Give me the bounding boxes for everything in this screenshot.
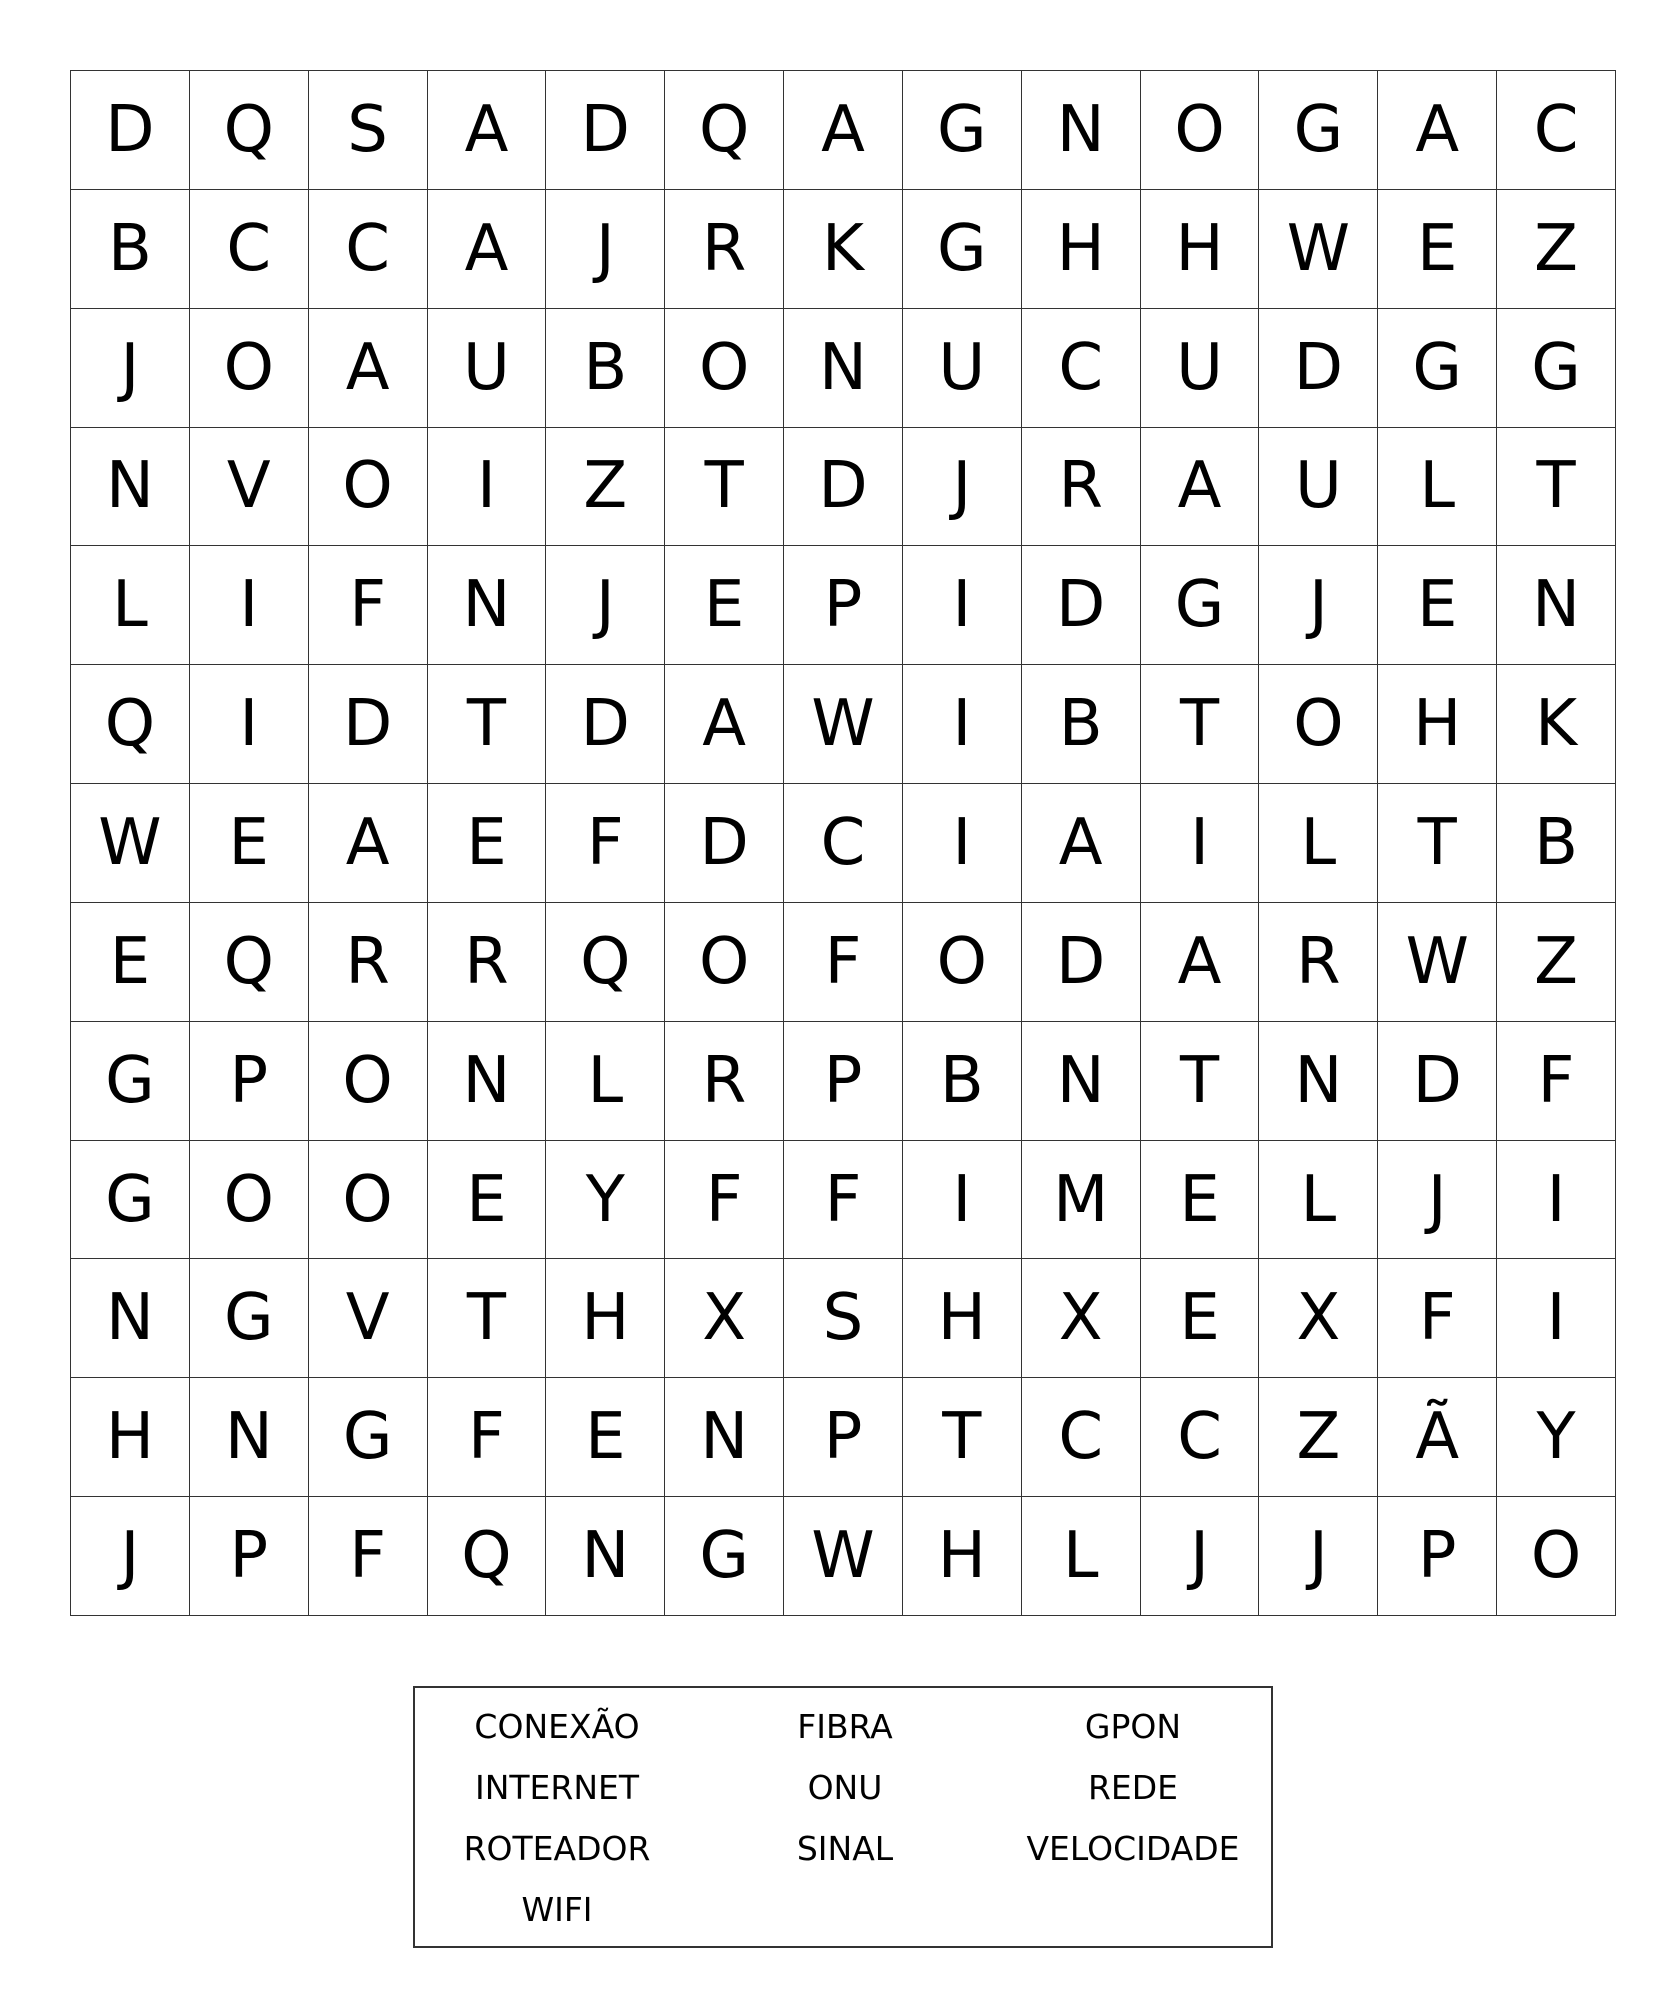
grid-cell[interactable]: I: [903, 546, 1022, 665]
grid-cell[interactable]: G: [71, 1022, 190, 1141]
grid-cell[interactable]: G: [903, 190, 1022, 309]
grid-cell[interactable]: T: [1141, 1022, 1260, 1141]
grid-cell[interactable]: F: [1497, 1022, 1616, 1141]
grid-cell[interactable]: K: [784, 190, 903, 309]
grid-cell[interactable]: J: [1259, 1497, 1378, 1616]
grid-cell[interactable]: F: [665, 1141, 784, 1260]
grid-cell[interactable]: R: [309, 903, 428, 1022]
grid-cell[interactable]: B: [1497, 784, 1616, 903]
grid-cell[interactable]: D: [546, 71, 665, 190]
grid-cell[interactable]: R: [428, 903, 547, 1022]
grid-cell[interactable]: J: [71, 1497, 190, 1616]
grid-cell[interactable]: M: [1022, 1141, 1141, 1260]
grid-cell[interactable]: I: [903, 665, 1022, 784]
grid-cell[interactable]: N: [784, 309, 903, 428]
grid-cell[interactable]: A: [428, 190, 547, 309]
grid-cell[interactable]: F: [546, 784, 665, 903]
word-list-item: ONU: [807, 1768, 883, 1807]
word-list-item: ROTEADOR: [463, 1829, 651, 1868]
grid-cell[interactable]: H: [1022, 190, 1141, 309]
grid-cell[interactable]: E: [428, 1141, 547, 1260]
grid-cell[interactable]: N: [1259, 1022, 1378, 1141]
grid-cell[interactable]: L: [1378, 428, 1497, 547]
grid-cell[interactable]: U: [1259, 428, 1378, 547]
grid-cell[interactable]: D: [1022, 903, 1141, 1022]
grid-cell[interactable]: F: [428, 1378, 547, 1497]
grid-cell[interactable]: Z: [1497, 903, 1616, 1022]
grid-cell[interactable]: N: [71, 1259, 190, 1378]
grid-cell[interactable]: N: [546, 1497, 665, 1616]
grid-cell[interactable]: T: [665, 428, 784, 547]
word-list-item: INTERNET: [474, 1768, 640, 1807]
grid-cell[interactable]: P: [784, 1378, 903, 1497]
grid-cell[interactable]: D: [71, 71, 190, 190]
grid-cell[interactable]: D: [665, 784, 784, 903]
grid-cell[interactable]: I: [1141, 784, 1260, 903]
grid-cell[interactable]: I: [903, 1141, 1022, 1260]
grid-cell[interactable]: L: [71, 546, 190, 665]
word-list-item: SINAL: [796, 1829, 894, 1868]
grid-cell[interactable]: Q: [546, 903, 665, 1022]
grid-cell[interactable]: E: [1141, 1141, 1260, 1260]
grid-cell[interactable]: A: [1022, 784, 1141, 903]
word-list-item: GPON: [1084, 1707, 1182, 1746]
grid-cell[interactable]: G: [1141, 546, 1260, 665]
grid-cell[interactable]: P: [784, 546, 903, 665]
grid-cell[interactable]: O: [190, 1141, 309, 1260]
grid-cell[interactable]: T: [1378, 784, 1497, 903]
grid-cell[interactable]: G: [190, 1259, 309, 1378]
grid-cell[interactable]: D: [309, 665, 428, 784]
word-list-item: REDE: [1087, 1768, 1179, 1807]
grid-cell[interactable]: Q: [71, 665, 190, 784]
grid-cell[interactable]: C: [190, 190, 309, 309]
grid-cell[interactable]: O: [309, 428, 428, 547]
letter-grid: [70, 70, 1616, 1616]
grid-cell[interactable]: T: [1141, 665, 1260, 784]
grid-cell[interactable]: N: [428, 546, 547, 665]
grid-cell[interactable]: L: [1259, 784, 1378, 903]
grid-cell[interactable]: G: [1378, 309, 1497, 428]
grid-cell[interactable]: N: [1497, 546, 1616, 665]
grid-cell[interactable]: F: [784, 903, 903, 1022]
grid-cell[interactable]: E: [665, 546, 784, 665]
grid-cell[interactable]: C: [1022, 309, 1141, 428]
grid-cell[interactable]: J: [546, 546, 665, 665]
grid-cell[interactable]: N: [428, 1022, 547, 1141]
grid-cell[interactable]: V: [190, 428, 309, 547]
grid-cell[interactable]: X: [1259, 1259, 1378, 1378]
grid-cell[interactable]: R: [1022, 428, 1141, 547]
grid-cell[interactable]: A: [309, 784, 428, 903]
grid-cell[interactable]: B: [71, 190, 190, 309]
grid-cell[interactable]: D: [784, 428, 903, 547]
grid-cell[interactable]: J: [1141, 1497, 1260, 1616]
grid-cell[interactable]: O: [903, 903, 1022, 1022]
grid-cell[interactable]: E: [428, 784, 547, 903]
grid-cell[interactable]: O: [1141, 71, 1260, 190]
grid-cell[interactable]: K: [1497, 665, 1616, 784]
grid-cell[interactable]: G: [903, 71, 1022, 190]
grid-cell[interactable]: A: [309, 309, 428, 428]
grid-cell[interactable]: W: [1378, 903, 1497, 1022]
grid-cell[interactable]: J: [1378, 1141, 1497, 1260]
grid-cell[interactable]: Z: [546, 428, 665, 547]
grid-cell[interactable]: I: [1497, 1259, 1616, 1378]
grid-cell[interactable]: N: [71, 428, 190, 547]
grid-cell[interactable]: L: [546, 1022, 665, 1141]
grid-cell[interactable]: I: [190, 665, 309, 784]
grid-cell[interactable]: T: [428, 1259, 547, 1378]
grid-cell[interactable]: F: [309, 1497, 428, 1616]
grid-cell[interactable]: H: [546, 1259, 665, 1378]
grid-cell[interactable]: F: [1378, 1259, 1497, 1378]
grid-cell[interactable]: U: [903, 309, 1022, 428]
grid-cell[interactable]: J: [903, 428, 1022, 547]
grid-cell[interactable]: I: [428, 428, 547, 547]
grid-cell[interactable]: U: [1141, 309, 1260, 428]
word-list: [415, 1688, 1271, 1946]
grid-cell[interactable]: D: [1378, 1022, 1497, 1141]
word-list-item: VELOCIDADE: [1026, 1829, 1240, 1868]
grid-cell[interactable]: L: [1022, 1497, 1141, 1616]
grid-cell[interactable]: W: [784, 1497, 903, 1616]
grid-cell[interactable]: H: [1378, 665, 1497, 784]
grid-cell[interactable]: O: [1259, 665, 1378, 784]
grid-cell[interactable]: A: [665, 665, 784, 784]
grid-cell[interactable]: O: [309, 1141, 428, 1260]
grid-cell[interactable]: E: [1378, 190, 1497, 309]
grid-cell[interactable]: Q: [428, 1497, 547, 1616]
grid-cell[interactable]: V: [309, 1259, 428, 1378]
grid-cell[interactable]: Y: [546, 1141, 665, 1260]
grid-cell[interactable]: N: [190, 1378, 309, 1497]
grid-cell[interactable]: S: [309, 71, 428, 190]
grid-cell[interactable]: A: [1378, 71, 1497, 190]
grid-cell[interactable]: E: [71, 903, 190, 1022]
grid-cell[interactable]: X: [665, 1259, 784, 1378]
word-list-box: [413, 1686, 1273, 1948]
grid-cell[interactable]: E: [546, 1378, 665, 1497]
grid-cell[interactable]: R: [665, 190, 784, 309]
grid-cell[interactable]: B: [546, 309, 665, 428]
grid-cell[interactable]: G: [1497, 309, 1616, 428]
word-list-item: WIFI: [521, 1890, 593, 1929]
grid-cell[interactable]: G: [309, 1378, 428, 1497]
grid-cell[interactable]: P: [784, 1022, 903, 1141]
grid-cell[interactable]: P: [190, 1497, 309, 1616]
grid-cell[interactable]: N: [665, 1378, 784, 1497]
grid-cell[interactable]: C: [1141, 1378, 1260, 1497]
grid-cell[interactable]: D: [546, 665, 665, 784]
grid-cell[interactable]: C: [1497, 71, 1616, 190]
grid-cell[interactable]: E: [190, 784, 309, 903]
grid-cell[interactable]: H: [903, 1259, 1022, 1378]
grid-cell[interactable]: R: [665, 1022, 784, 1141]
grid-cell[interactable]: C: [784, 784, 903, 903]
grid-cell[interactable]: O: [190, 309, 309, 428]
grid-cell[interactable]: C: [309, 190, 428, 309]
grid-cell[interactable]: D: [1022, 546, 1141, 665]
grid-cell[interactable]: W: [71, 784, 190, 903]
grid-cell[interactable]: H: [71, 1378, 190, 1497]
grid-cell[interactable]: O: [665, 309, 784, 428]
grid-cell[interactable]: F: [784, 1141, 903, 1260]
grid-cell[interactable]: L: [1259, 1141, 1378, 1260]
grid-cell[interactable]: A: [784, 71, 903, 190]
grid-cell[interactable]: A: [1141, 903, 1260, 1022]
grid-cell[interactable]: O: [1497, 1497, 1616, 1616]
grid-cell[interactable]: T: [428, 665, 547, 784]
grid-cell[interactable]: B: [1022, 665, 1141, 784]
grid-cell[interactable]: S: [784, 1259, 903, 1378]
grid-cell[interactable]: I: [903, 784, 1022, 903]
grid-cell[interactable]: H: [1141, 190, 1260, 309]
grid-cell[interactable]: J: [546, 190, 665, 309]
grid-cell[interactable]: E: [1378, 546, 1497, 665]
grid-cell[interactable]: Ã: [1378, 1378, 1497, 1497]
grid-cell[interactable]: E: [1141, 1259, 1260, 1378]
grid-cell[interactable]: U: [428, 309, 547, 428]
grid-cell[interactable]: N: [1022, 1022, 1141, 1141]
grid-cell[interactable]: H: [903, 1497, 1022, 1616]
grid-cell[interactable]: Z: [1497, 190, 1616, 309]
grid-cell[interactable]: G: [1259, 71, 1378, 190]
grid-cell[interactable]: F: [309, 546, 428, 665]
grid-cell[interactable]: Q: [190, 71, 309, 190]
grid-cell[interactable]: J: [1259, 546, 1378, 665]
grid-cell[interactable]: P: [1378, 1497, 1497, 1616]
word-list-item: FIBRA: [797, 1707, 893, 1746]
grid-cell[interactable]: A: [1141, 428, 1260, 547]
grid-cell[interactable]: D: [1259, 309, 1378, 428]
grid-cell[interactable]: W: [784, 665, 903, 784]
grid-cell[interactable]: B: [903, 1022, 1022, 1141]
grid-cell[interactable]: W: [1259, 190, 1378, 309]
word-list-item: CONEXÃO: [474, 1707, 640, 1746]
grid-cell[interactable]: Q: [665, 71, 784, 190]
grid-cell[interactable]: C: [1022, 1378, 1141, 1497]
grid-cell[interactable]: J: [71, 309, 190, 428]
grid-cell[interactable]: Y: [1497, 1378, 1616, 1497]
grid-cell[interactable]: G: [71, 1141, 190, 1260]
grid-cell[interactable]: T: [1497, 428, 1616, 547]
grid-cell[interactable]: O: [309, 1022, 428, 1141]
grid-cell[interactable]: Q: [190, 903, 309, 1022]
grid-cell[interactable]: A: [428, 71, 547, 190]
grid-cell[interactable]: R: [1259, 903, 1378, 1022]
grid-cell[interactable]: T: [903, 1378, 1022, 1497]
grid-cell[interactable]: G: [665, 1497, 784, 1616]
grid-cell[interactable]: N: [1022, 71, 1141, 190]
grid-cell[interactable]: P: [190, 1022, 309, 1141]
grid-cell[interactable]: Z: [1259, 1378, 1378, 1497]
grid-cell[interactable]: X: [1022, 1259, 1141, 1378]
grid-cell[interactable]: O: [665, 903, 784, 1022]
grid-cell[interactable]: I: [190, 546, 309, 665]
grid-cell[interactable]: I: [1497, 1141, 1616, 1260]
